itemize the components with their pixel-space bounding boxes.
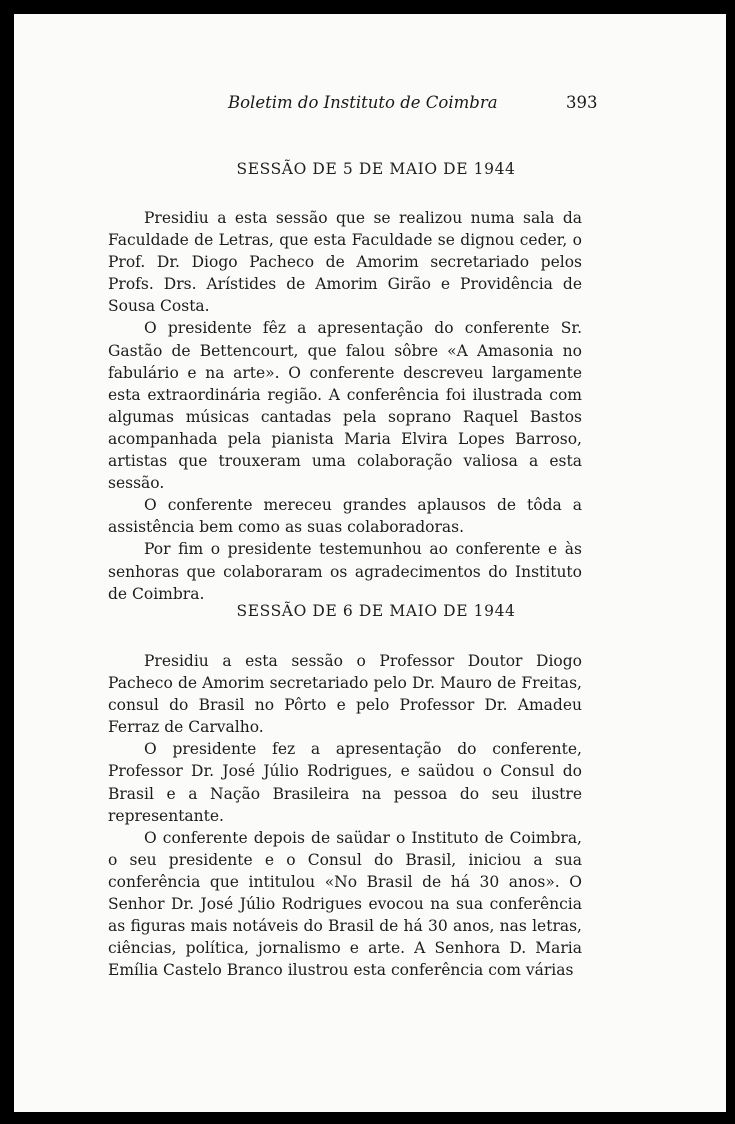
paragraph: O presidente fêz a apresentação do conferente Sr. Gastão de Bettencourt, que falou sôbre «A Amasonia no fabulário e na arte». O conferente descreveu largamente esta extraordinária região. A conferência foi ilustrada com algumas músicas cantadas pela soprano Raquel Bastos acompanhada pela pianista Maria Elvira Lopes Barroso, artistas que trouxeram uma colaboração valiosa a esta sessão.	[108, 319, 582, 493]
section-heading-1: SESSÃO DE 5 DE MAIO DE 1944	[236, 160, 516, 178]
section-body-1	[108, 207, 582, 605]
paragraph: Por fim o presidente testemunhou ao conferente e às senhoras que colaboraram os agradecimentos do Instituto de Coimbra.	[108, 540, 582, 603]
running-header	[14, 93, 726, 115]
paragraph: O conferente depois de saüdar o Instituto de Coimbra, o seu presidente e o Consul do Brasil, iniciou a sua conferência que intitulou «No Brasil de há 30 anos». O Senhor Dr. José Júlio Rodrigues evocou na sua conferência as figuras mais notáveis do Brasil de há 30 anos, nas letras, ciências, política, jornalismo e arte. A Senhora D. Maria Emília Castelo Branco ilustrou esta conferência com várias	[108, 828, 582, 980]
paragraph: O presidente fez a apresentação do conferente, Professor Dr. José Júlio Rodrigues, e saüdou o Consul do Brasil e a Nação Brasileira na pessoa do seu ilustre representante.	[108, 740, 582, 825]
page-number: 393	[566, 93, 598, 112]
page	[14, 14, 726, 1112]
paragraph: O conferente mereceu grandes aplausos de tôda a assistência bem como as suas colaboradoras.	[108, 496, 582, 537]
paragraph: Presidiu a esta sessão o Professor Doutor Diogo Pacheco de Amorim secretariado pelo Dr. Mauro de Freitas, consul do Brasil no Pôrto e pelo Professor Dr. Amadeu Ferraz de Carvalho.	[108, 652, 582, 737]
paragraph: Presidiu a esta sessão que se realizou numa sala da Faculdade de Letras, que esta Faculdade se dignou ceder, o Prof. Dr. Diogo Pacheco de Amorim secretariado pelos Profs. Drs. Arístides de Amorim Girão e Providência de Sousa Costa.	[108, 209, 582, 316]
section-body-2	[108, 650, 582, 981]
running-title: Boletim do Instituto de Coimbra	[228, 93, 498, 112]
section-heading-2: SESSÃO DE 6 DE MAIO DE 1944	[236, 602, 516, 620]
